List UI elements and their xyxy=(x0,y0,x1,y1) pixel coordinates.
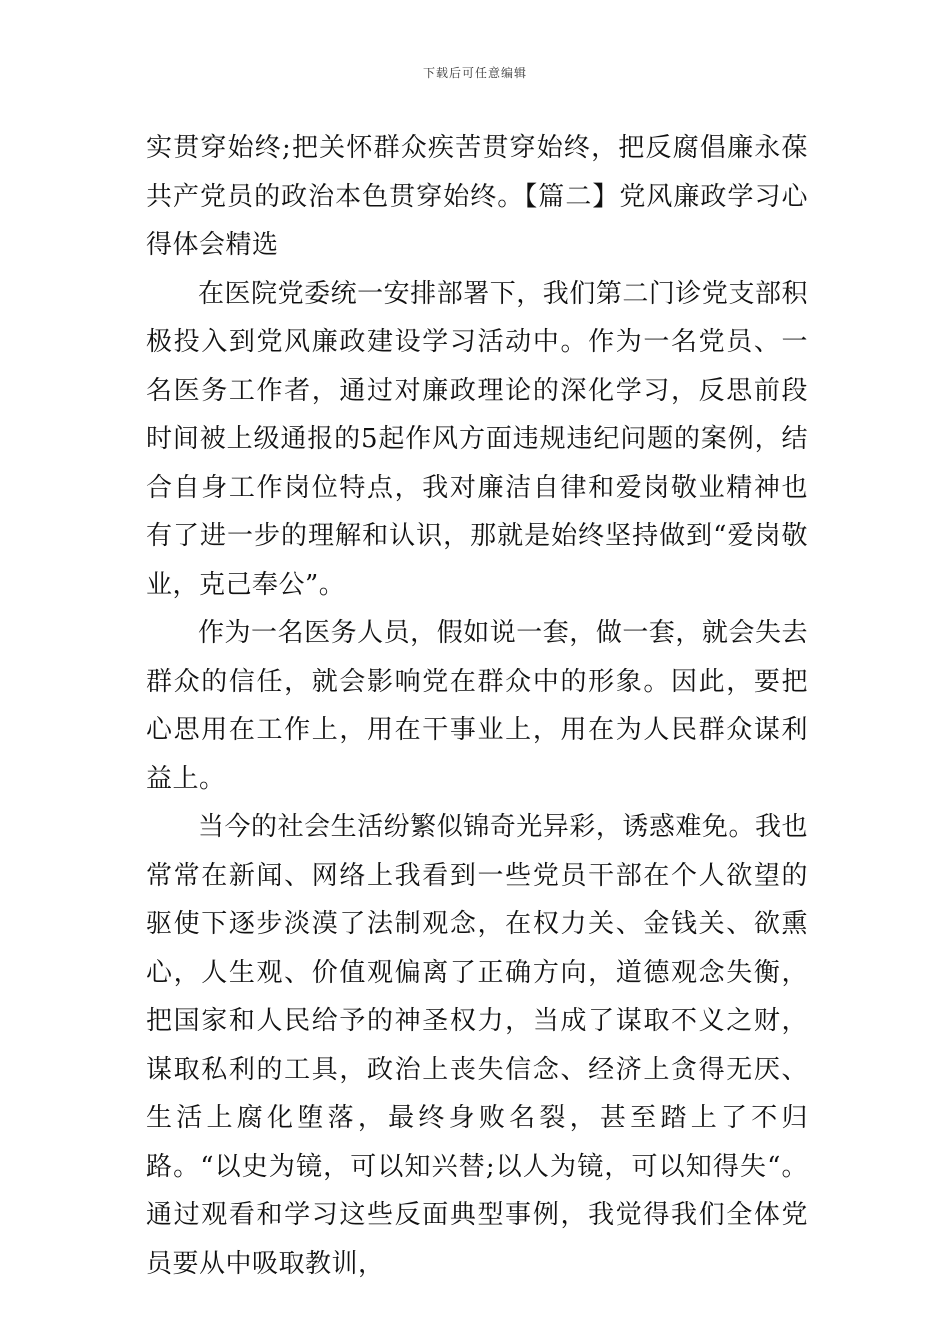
paragraph-3: 作为一名医务人员，假如说一套，做一套，就会失去群众的信任，就会影响党在群众中的形象。因此，要把心思用在工作上，用在干事业上，用在为人民群众谋利益上。 xyxy=(146,618,808,794)
paragraph-4: 当今的社会生活纷繁似锦奇光异彩，诱惑难免。我也常常在新闻、网络上我看到一些党员干部在个人欲望的驱使下逐步淡漠了法制观念，在权力关、金钱关、欲熏心，人生观、价值观偏离了正确方向，道德观念失衡，把国家和人民给予的神圣权力，当成了谋取不义之财，谋取私利的工具，政治上丧失信念、经济上贪得无厌、生活上腐化堕落，最终身败名裂，甚至踏上了不归路。“以史为镜，可以知兴替;以人为镜，可以知得失“。通过观看和学习这些反面典型事例，我觉得我们全体党员要从中吸取教训， xyxy=(146,812,808,1279)
document-body xyxy=(146,124,808,1288)
page-header: 下载后可任意编辑 xyxy=(422,66,527,80)
paragraph-1: 实贯穿始终;把关怀群众疾苦贯穿始终，把反腐倡廉永葆共产党员的政治本色贯穿始终。【篇二】党风廉政学习心得体会精选 xyxy=(146,133,808,260)
paragraph-2: 在医院党委统一安排部署下，我们第二门诊党支部积极投入到党风廉政建设学习活动中。作为一名党员、一名医务工作者，通过对廉政理论的深化学习，反思前段时间被上级通报的5起作风方面违规违纪问题的案例，结合自身工作岗位特点，我对廉洁自律和爱岗敬业精神也有了进一步的理解和认识，那就是始终坚持做到“爱岗敬业，克己奉公”。 xyxy=(146,278,808,600)
